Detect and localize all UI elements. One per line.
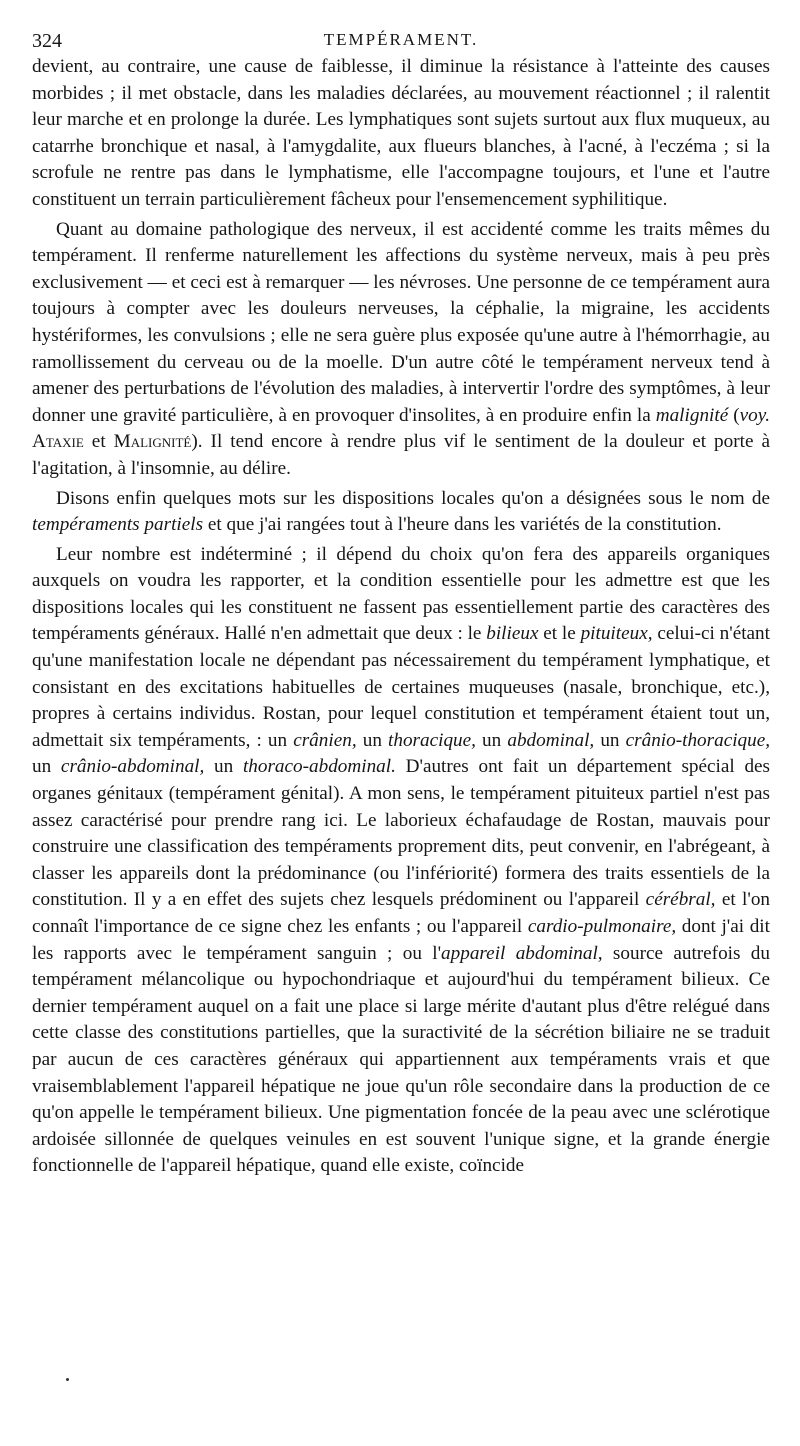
- text-run: Disons enfin quelques mots sur les dispositions locales qu'on a désignées sous le nom de: [56, 487, 770, 509]
- text-run: dont j'ai dit les rapports avec le tempérament sanguin ; ou l': [32, 916, 770, 964]
- text-run: un: [204, 756, 243, 778]
- paragraph-4: [32, 542, 770, 1180]
- print-speck: [66, 1378, 69, 1381]
- paragraph-3: [32, 486, 770, 539]
- text-run: (: [728, 404, 740, 426]
- italic-term: crânio-abdominal,: [60, 756, 205, 778]
- text-run: et l'on connaît l'importance de ce signe chez les enfants ; ou l'appareil: [32, 889, 771, 937]
- text-run: et que j'ai rangées tout à l'heure dans les variétés de la constitution.: [203, 514, 722, 536]
- running-title: TEMPÉRAMENT.: [323, 30, 479, 49]
- page-header: [32, 28, 770, 54]
- small-caps-reference: Ataxie: [32, 431, 84, 453]
- text-run: et le: [538, 623, 581, 645]
- text-run: celui-ci n'étant qu'une manifestation locale ne dépendant pas nécessairement du tempérament lymphatique, et consistant en des excitations habituelles de certaines muqueuses (nasale, bronchique, etc.), propres à certains individus. Rostan, pour lequel constitution et tempérament étaient tout un, admettait six tempéraments, : un: [32, 623, 770, 751]
- italic-term: crânio-thoracique,: [625, 729, 771, 751]
- italic-term: abdominal,: [507, 729, 595, 751]
- text-run: et: [83, 431, 114, 453]
- text-run: D'autres ont fait un département spécial des organes génitaux (tempérament génital). A mon sens, le tempérament pituiteux partiel n'est pas assez caractérisé pour prendre rang ici. Le laborieux échafaudage de Rostan, mauvais pour construire une classification des tempéraments proprement dits, peut convenir, en l'abrégeant, à classer les appareils dont la prédominance (ou l'infériorité) formera des traits essentiels de la constitution. Il y a en effet des sujets chez lesquels prédominent ou l'appareil: [32, 756, 771, 911]
- italic-term: thoracique,: [388, 729, 476, 751]
- text-run: Leur nombre est indéterminé ; il dépend du choix qu'on fera des appareils organiques auxquels on voudra les rapporter, et la condition essentielle pour les admettre est que les dispositions locales qui les constituent ne fassent pas essentiellement partie des caractères des tempéraments généraux. Hallé n'en admettait que deux : le: [32, 543, 770, 645]
- body-text: [32, 54, 770, 1180]
- small-caps-reference: Malignité: [113, 431, 192, 453]
- paragraph-2: [32, 217, 770, 483]
- italic-term: tempéraments partiels: [32, 514, 204, 536]
- italic-term: thoraco-abdominal.: [242, 756, 396, 778]
- text-run: un: [594, 729, 626, 751]
- text-run: ). Il tend encore à rendre plus vif le sentiment de la douleur et porte à l'agitation, à l'insomnie, au délire.: [32, 431, 770, 479]
- italic-term: voy.: [739, 404, 770, 426]
- text-run: devient, au contraire, une cause de faiblesse, il diminue la résistance à l'atteinte des causes morbides ; il met obstacle, dans les maladies déclarées, au mouvement réactionnel ; il ralentit leur marche et en prolonge la durée. Les lymphatiques sont sujets surtout aux flux muqueux, au catarrhe bronchique et nasal, à l'amygdalite, aux flueurs blanches, à l'acné, à l'eczéma ; si la scrofule ne rentre pas dans le lymphatisme, elle l'accompagne toujours, et l'une et l'autre constituent un terrain particulièrement fâcheux pour l'ensemencement syphilitique.: [32, 56, 770, 210]
- text-run: un: [356, 729, 389, 751]
- italic-term: pituiteux,: [580, 623, 653, 645]
- page-number: 324: [32, 30, 62, 52]
- text-run: un: [475, 729, 508, 751]
- paragraph-1: [32, 54, 770, 214]
- italic-term: malignité: [655, 404, 729, 426]
- document-page: [32, 28, 770, 1180]
- italic-term: cardio-pulmonaire,: [527, 916, 677, 937]
- italic-term: appareil abdominal,: [441, 942, 603, 964]
- italic-term: bilieux: [486, 623, 539, 645]
- text-run: un: [32, 756, 61, 778]
- italic-term: crânien,: [293, 729, 357, 751]
- text-run: Quant au domaine pathologique des nerveux, il est accidenté comme les traits mêmes du tempérament. Il renferme naturellement les affections du système nerveux, mais à peu près exclusivement — et ceci est à remarquer — les névroses. Une personne de ce tempérament aura toujours à compter avec les douleurs nerveuses, la céphalie, la migraine, les accidents hystériformes, les convulsions ; elle ne sera guère plus exposée qu'une autre à l'hémorrhagie, au ramollissement du cerveau ou de la moelle. D'un autre côté le tempérament nerveux tend à amener des perturbations de l'évolution des maladies, à intervertir l'ordre des symptômes, à leur donner une gravité particulière, à en provoquer d'insolites, à en produire enfin la: [32, 218, 770, 426]
- text-run: source autrefois du tempérament mélancolique ou hypochondriaque et aujourd'hui du tempérament bilieux. Ce dernier tempérament auquel on a fait une place si large mérite d'autant plus d'être relégué dans cette classe des constitutions partielles, que la suractivité de la sécrétion biliaire ne se traduit par aucun de ces caractères généraux qui appartiennent aux tempéraments vrais et que vraisemblablement l'appareil hépatique ne joue qu'un rôle secondaire dans la production de ce qu'on appelle le tempérament bilieux. Une pigmentation foncée de la peau avec une sclérotique ardoisée sillonnée de quelques veinules en est souvent l'unique signe, et la grande énergie fonctionnelle de l'appareil hépatique, quand elle existe, coïncide: [32, 942, 770, 1177]
- italic-term: cérébral,: [645, 889, 716, 911]
